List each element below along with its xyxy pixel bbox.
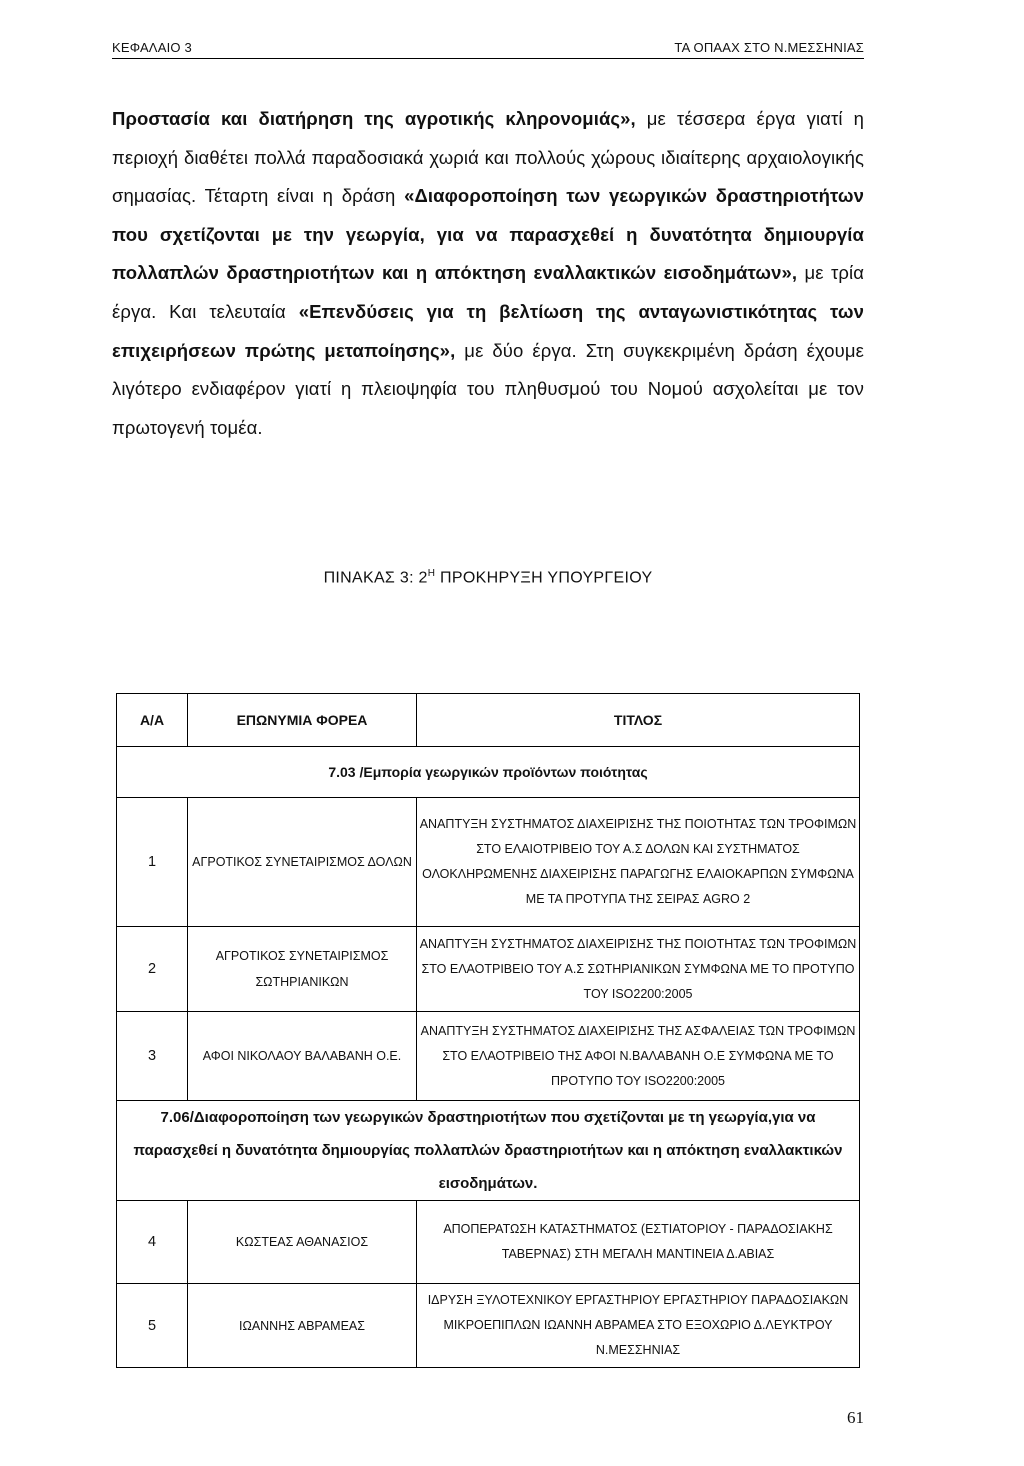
row-num: 4 [117, 1201, 188, 1284]
body-text-2: με τρία έργα. Και τελευταία [112, 262, 864, 322]
row-name: ΑΓΡΟΤΙΚΟΣ ΣΥΝΕΤΑΙΡΙΣΜΟΣ ΣΩΤΗΡΙΑΝΙΚΩΝ [188, 927, 417, 1012]
section-heading: 7.03 /Εμπορία γεωργικών προϊόντων ποιότητας [117, 747, 860, 798]
header-num: Α/Α [117, 694, 188, 747]
body-paragraph [112, 100, 864, 447]
body-bold-3: «Επενδύσεις για τη βελτίωση της ανταγωνιστικότητας των επιχειρήσεων πρώτης μεταποίησης», [112, 300, 864, 361]
row-num: 5 [117, 1284, 188, 1368]
row-num: 1 [117, 798, 188, 927]
section-heading: 7.06/Διαφοροποίηση των γεωργικών δραστηριοτήτων που σχετίζονται με τη γεωργία,για να παρασχεθεί η δυνατότητα δημιουργίας πολλαπλών δραστηριοτήτων και η απόκτηση εναλλακτικών εισοδημάτων. [117, 1101, 860, 1201]
table-row [117, 1284, 860, 1368]
table-row [117, 798, 860, 927]
row-title: ΙΔΡΥΣΗ ΞΥΛΟΤΕΧΝΙΚΟΥ ΕΡΓΑΣΤΗΡΙΟΥ ΕΡΓΑΣΤΗΡΙΟΥ ΠΑΡΑΔΟΣΙΑΚΩΝ ΜΙΚΡΟΕΠΙΠΛΩΝ ΙΩΑΝΝΗ ΑΒΡΑΜΕΑ ΣΤΟ ΕΞΟΧΩΡΙΟ Δ.ΛΕΥΚΤΡΟΥ Ν.ΜΕΣΣΗΝΙΑΣ [417, 1284, 860, 1368]
page-number: 61 [847, 1408, 864, 1427]
table-caption-suffix: ΠΡΟΚΗΡΥΞΗ ΥΠΟΥΡΓΕΙΟΥ [435, 569, 653, 587]
table-row [117, 1012, 860, 1101]
header-name: ΕΠΩΝΥΜΙΑ ΦΟΡΕΑ [188, 694, 417, 747]
table-caption-prefix: ΠΙΝΑΚΑΣ 3: 2 [323, 569, 428, 587]
row-num: 2 [117, 927, 188, 1012]
body-text-3: με δύο έργα. Στη συγκεκριμένη δράση έχουμε λιγότερο ενδιαφέρον γιατί η πλειοψηφία του πληθυσμού του Νομού ασχολείται με τον πρωτογενή τομέα. [112, 339, 864, 438]
row-title: ΑΝΑΠΤΥΞΗ ΣΥΣΤΗΜΑΤΟΣ ΔΙΑΧΕΙΡΙΣΗΣ ΤΗΣ ΠΟΙΟΤΗΤΑΣ ΤΩΝ ΤΡΟΦΙΜΩΝ ΣΤΟ ΕΛΑΟΤΡΙΒΕΙΟ ΤΟΥ Α.Σ ΣΩΤΗΡΙΑΝΙΚΩΝ ΣΥΜΦΩΝΑ ΜΕ ΤΟ ΠΡΟΤΥΠΟ ΤΟΥ ISO2200:2005 [417, 927, 860, 1012]
row-name: ΚΩΣΤΕΑΣ ΑΘΑΝΑΣΙΟΣ [188, 1201, 417, 1284]
row-title: ΑΝΑΠΤΥΞΗ ΣΥΣΤΗΜΑΤΟΣ ΔΙΑΧΕΙΡΙΣΗΣ ΤΗΣ ΠΟΙΟΤΗΤΑΣ ΤΩΝ ΤΡΟΦΙΜΩΝ ΣΤΟ ΕΛΑΙΟΤΡΙΒΕΙΟ ΤΟΥ Α.Σ ΔΟΛΩΝ ΚΑΙ ΣΥΣΤΗΜΑΤΟΣ ΟΛΟΚΛΗΡΩΜΕΝΗΣ ΔΙΑΧΕΙΡΙΣΗΣ ΠΑΡΑΓΩΓΗΣ ΕΛΑΙΟΚΑΡΠΩΝ ΣΥΜΦΩΝΑ ΜΕ ΤΑ ΠΡΟΤΥΠΑ ΤΗΣ ΣΕΙΡΑΣ AGRO 2 [417, 798, 860, 927]
topic-label: ΤΑ ΟΠΑΑΧ ΣΤΟ Ν.ΜΕΣΣΗΝΙΑΣ [674, 40, 864, 55]
table-row [117, 1201, 860, 1284]
row-name: ΙΩΑΝΝΗΣ ΑΒΡΑΜΕΑΣ [188, 1284, 417, 1368]
section-row [117, 1101, 860, 1201]
table-caption [112, 568, 864, 587]
header-title: ΤΙΤΛΟΣ [417, 694, 860, 747]
projects-table [116, 693, 860, 1368]
section-row [117, 747, 860, 798]
page-header [112, 38, 864, 59]
body-bold-1: Προστασία και διατήρηση της αγροτικής κληρονομιάς», [112, 108, 636, 129]
body-text-1: με τέσσερα έργα γιατί η περιοχή διαθέτει πολλά παραδοσιακά χωριά και πολλούς χώρους ιδιαίτερης αρχαιολογικής σημασίας. Τέταρτη είναι η δράση [112, 108, 864, 207]
row-name: ΑΦΟΙ ΝΙΚΟΛΑΟΥ ΒΑΛΑΒΑΝΗ Ο.Ε. [188, 1012, 417, 1101]
chapter-label: ΚΕΦΑΛΑΙΟ 3 [112, 40, 192, 55]
row-num: 3 [117, 1012, 188, 1101]
table-row [117, 927, 860, 1012]
table-caption-sup: Η [427, 568, 436, 579]
body-bold-2: «Διαφοροποίηση των γεωργικών δραστηριοτήτων που σχετίζονται με την γεωργία, για να παρασχεθεί η δυνατότητα δημιουργία πολλαπλών δραστηριοτήτων και η απόκτηση εναλλακτικών εισοδημάτων», [112, 185, 864, 284]
table-header-row [117, 694, 860, 747]
row-name: ΑΓΡΟΤΙΚΟΣ ΣΥΝΕΤΑΙΡΙΣΜΟΣ ΔΟΛΩΝ [188, 798, 417, 927]
row-title: ΑΠΟΠΕΡΑΤΩΣΗ ΚΑΤΑΣΤΗΜΑΤΟΣ (ΕΣΤΙΑΤΟΡΙΟΥ - ΠΑΡΑΔΟΣΙΑΚΗΣ ΤΑΒΕΡΝΑΣ) ΣΤΗ ΜΕΓΑΛΗ ΜΑΝΤΙΝΕΙΑ Δ.ΑΒΙΑΣ [417, 1201, 860, 1284]
row-title: ΑΝΑΠΤΥΞΗ ΣΥΣΤΗΜΑΤΟΣ ΔΙΑΧΕΙΡΙΣΗΣ ΤΗΣ ΑΣΦΑΛΕΙΑΣ ΤΩΝ ΤΡΟΦΙΜΩΝ ΣΤΟ ΕΛΑΟΤΡΙΒΕΙΟ ΤΗΣ ΑΦΟΙ Ν.ΒΑΛΑΒΑΝΗ Ο.Ε ΣΥΜΦΩΝΑ ΜΕ ΤΟ ΠΡΟΤΥΠΟ ΤΟΥ ISO2200:2005 [417, 1012, 860, 1101]
